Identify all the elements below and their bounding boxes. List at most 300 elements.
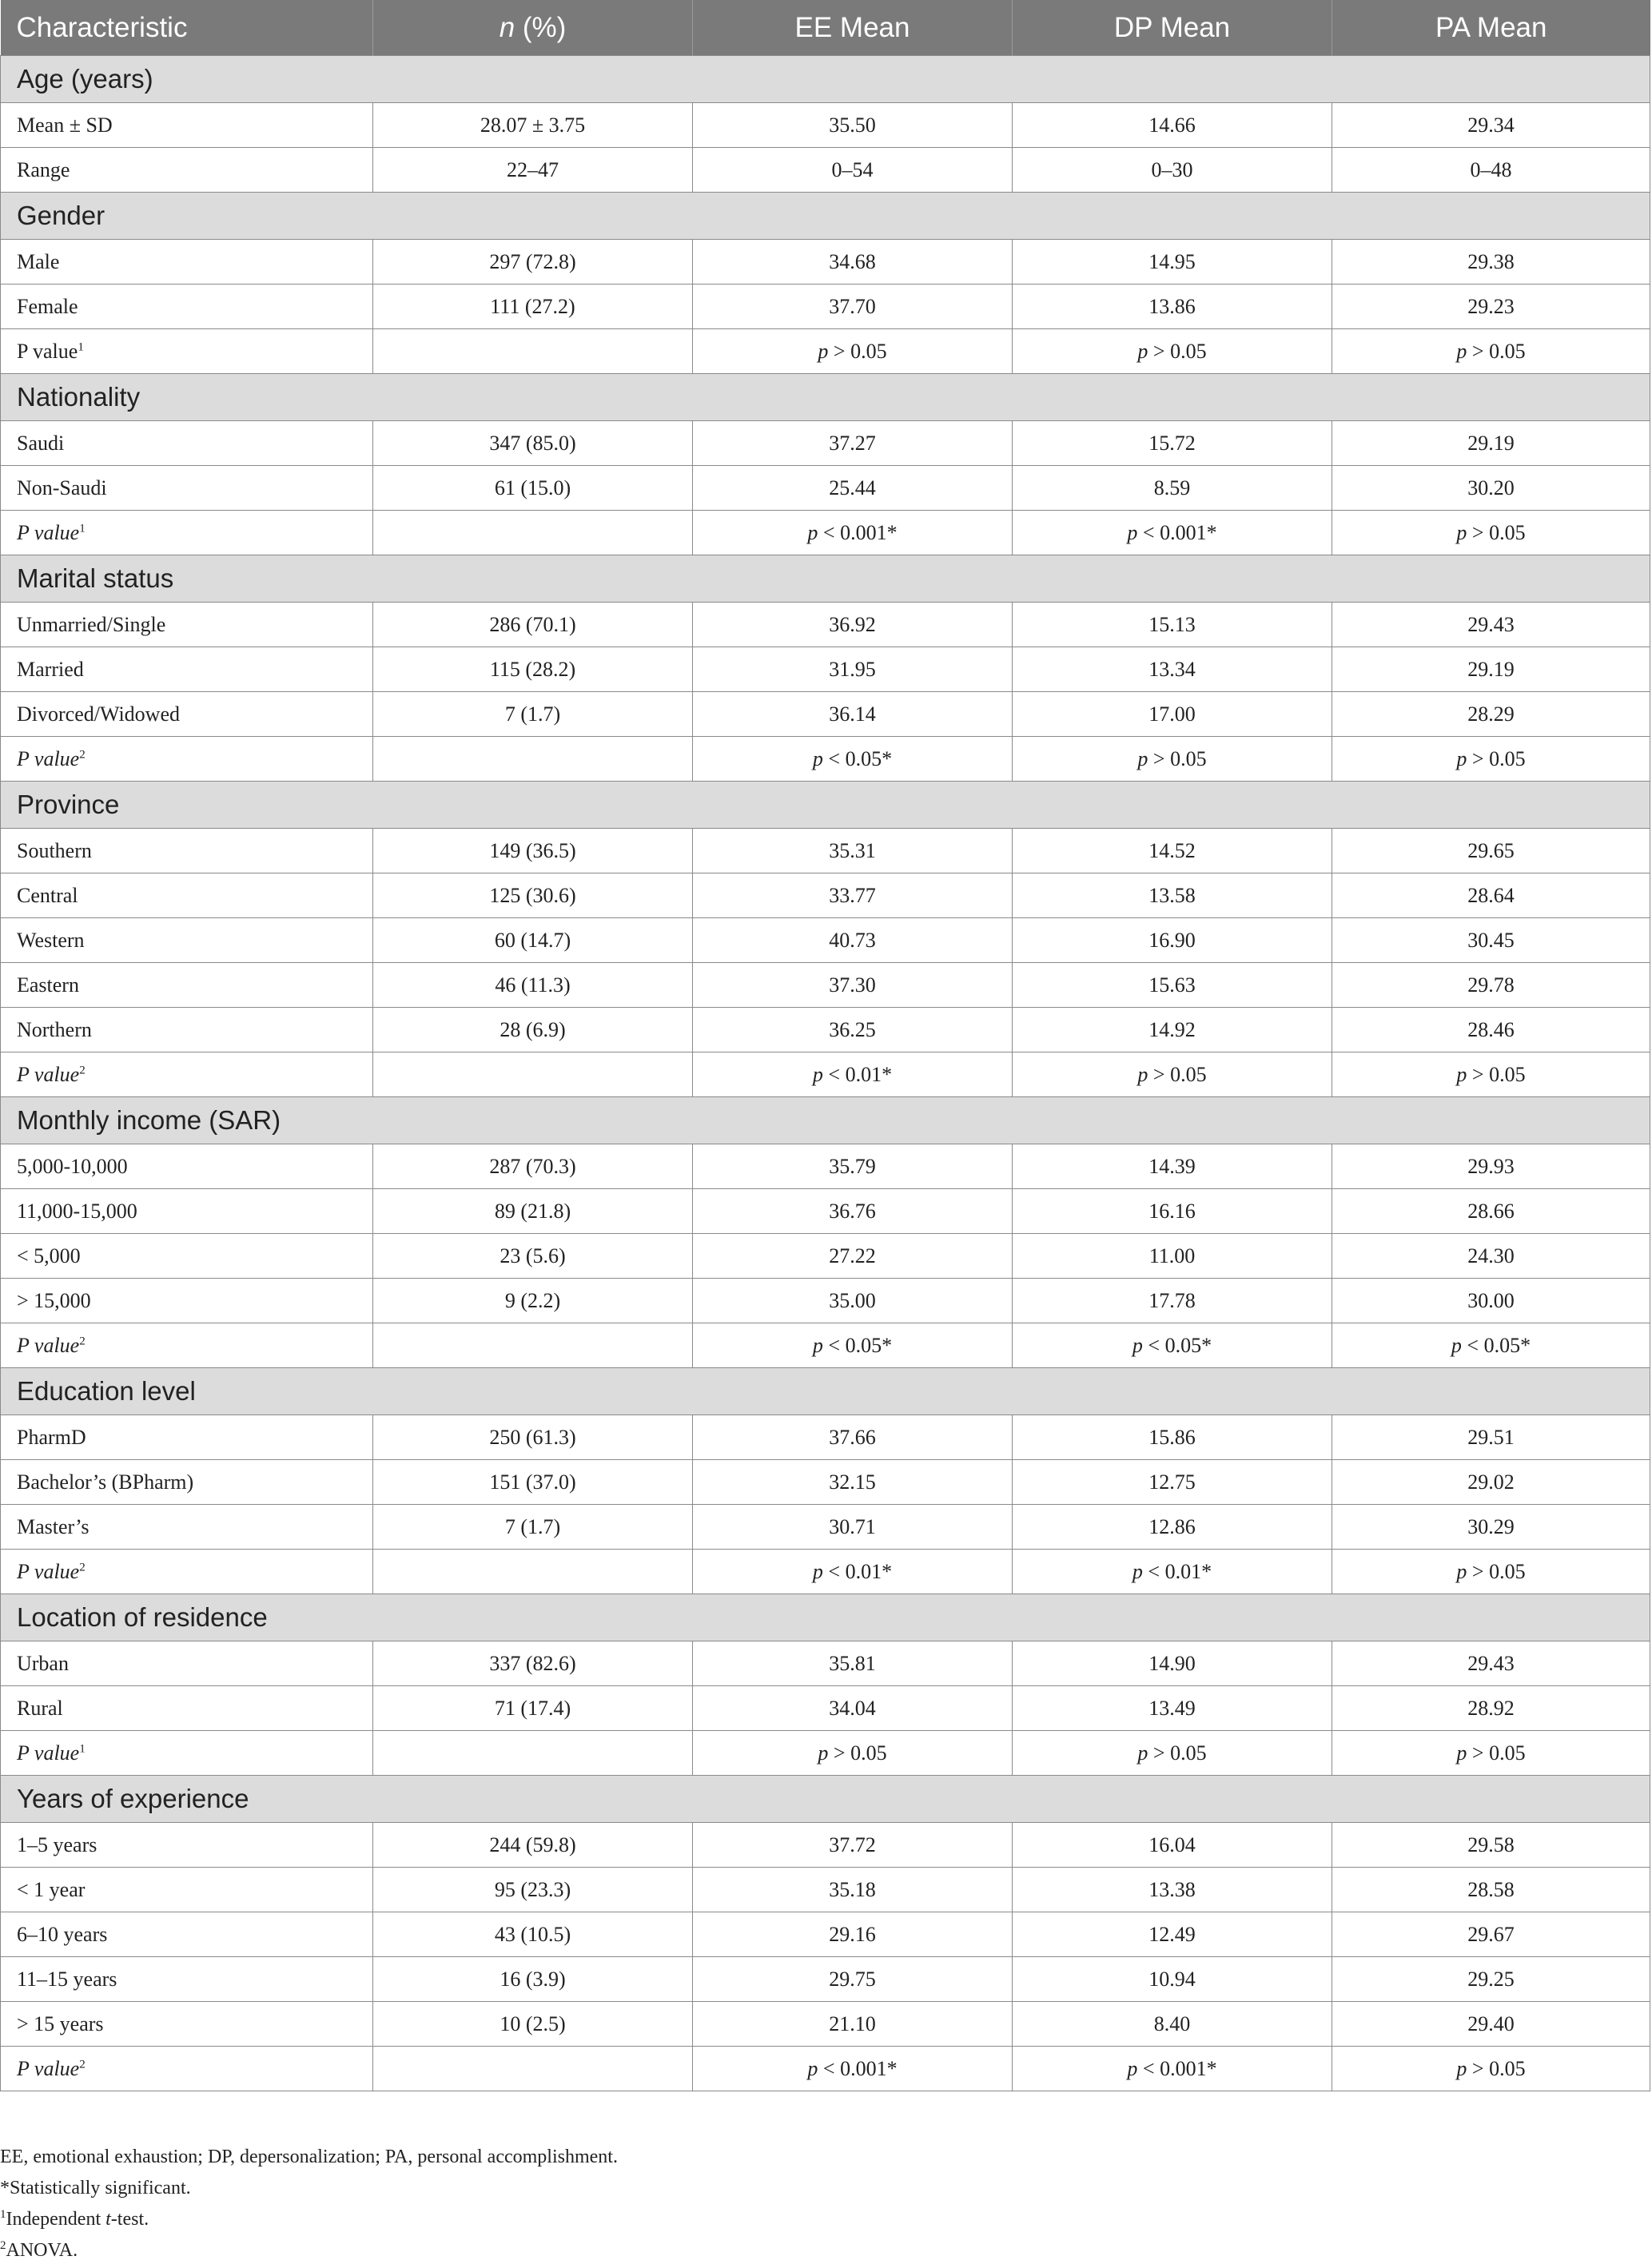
pvalue-pa (1332, 511, 1650, 555)
cell-ee-mean: 25.44 (693, 466, 1013, 511)
cell-dp-mean: 14.39 (1013, 1144, 1332, 1189)
cell-n-percent: 89 (21.8) (373, 1189, 693, 1234)
pvalue-dp (1013, 329, 1332, 374)
row-label: Northern (1, 1008, 373, 1052)
pvalue-row (1, 329, 1650, 374)
table-row (1, 1234, 1650, 1279)
footnotes (0, 2142, 1652, 2266)
cell-n-percent: 60 (14.7) (373, 918, 693, 963)
cell-pa-mean: 30.29 (1332, 1505, 1650, 1550)
row-label: Southern (1, 829, 373, 873)
cell-ee-mean: 35.18 (693, 1868, 1013, 1912)
cell-pa-mean: 29.67 (1332, 1912, 1650, 1957)
header-n-rest: (%) (515, 11, 567, 43)
pvalue-row (1, 1052, 1650, 1097)
table-row (1, 1144, 1650, 1189)
table-row (1, 1686, 1650, 1731)
row-label: < 5,000 (1, 1234, 373, 1279)
pvalue-rest: < 0.01* (822, 1559, 893, 1583)
cell-ee-mean: 35.00 (693, 1279, 1013, 1323)
pvalue-dp (1013, 1323, 1332, 1368)
cell-n-percent: 46 (11.3) (373, 963, 693, 1008)
table-row (1, 421, 1650, 466)
pvalue-ee (693, 1323, 1013, 1368)
cell-dp-mean: 15.63 (1013, 963, 1332, 1008)
pvalue-rest: < 0.05* (1142, 1333, 1212, 1357)
cell-dp-mean: 11.00 (1013, 1234, 1332, 1279)
row-label: 5,000-10,000 (1, 1144, 373, 1189)
pvalue-p-italic: p (1456, 2056, 1467, 2080)
row-label: Unmarried/Single (1, 603, 373, 647)
section-title: Education level (1, 1368, 1650, 1415)
section-title: Province (1, 782, 1650, 829)
pvalue-rest: > 0.05 (1467, 1741, 1526, 1765)
pvalue-rest: < 0.01* (1142, 1559, 1212, 1583)
pvalue-rest: < 0.05* (822, 746, 893, 770)
table-row (1, 829, 1650, 873)
pvalue-p-italic: p (1137, 339, 1148, 363)
cell-pa-mean: 29.19 (1332, 421, 1650, 466)
pvalue-ee (693, 1731, 1013, 1776)
table-row (1, 963, 1650, 1008)
row-label: Master’s (1, 1505, 373, 1550)
cell-dp-mean: 14.95 (1013, 240, 1332, 284)
row-label: 11,000-15,000 (1, 1189, 373, 1234)
cell-pa-mean: 29.93 (1332, 1144, 1650, 1189)
pvalue-dp (1013, 737, 1332, 782)
cell-ee-mean: 35.81 (693, 1641, 1013, 1686)
table-body (1, 56, 1650, 2091)
pvalue-footnote-marker: 1 (78, 340, 84, 353)
cell-ee-mean: 37.72 (693, 1823, 1013, 1868)
section-title: Monthly income (SAR) (1, 1097, 1650, 1144)
cell-n-percent: 95 (23.3) (373, 1868, 693, 1912)
section-row (1, 374, 1650, 421)
section-row (1, 782, 1650, 829)
cell-ee-mean: 36.92 (693, 603, 1013, 647)
cell-dp-mean: 12.75 (1013, 1460, 1332, 1505)
cell-pa-mean: 29.58 (1332, 1823, 1650, 1868)
pvalue-p-italic: p (812, 1062, 823, 1086)
pvalue-rest: > 0.05 (1467, 746, 1526, 770)
pvalue-p-italic: p (1451, 1333, 1462, 1357)
cell-dp-mean: 15.86 (1013, 1415, 1332, 1460)
cell-n-percent: 28 (6.9) (373, 1008, 693, 1052)
cell-pa-mean: 30.20 (1332, 466, 1650, 511)
section-title: Nationality (1, 374, 1650, 421)
pvalue-p-italic: p (812, 746, 823, 770)
pvalue-dp (1013, 1731, 1332, 1776)
cell-n-percent: 7 (1.7) (373, 692, 693, 737)
pvalue-label-text: P value (17, 1741, 80, 1765)
header-n-percent (373, 0, 693, 56)
pvalue-p-italic: p (1132, 1559, 1143, 1583)
section-row (1, 193, 1650, 240)
cell-pa-mean: 28.66 (1332, 1189, 1650, 1234)
cell-dp-mean: 12.86 (1013, 1505, 1332, 1550)
cell-ee-mean: 29.75 (693, 1957, 1013, 2002)
pvalue-rest: > 0.05 (828, 339, 887, 363)
table-row (1, 873, 1650, 918)
header-characteristic: Characteristic (1, 0, 373, 56)
cell-pa-mean: 29.02 (1332, 1460, 1650, 1505)
header-pa-mean: PA Mean (1332, 0, 1650, 56)
cell-dp-mean: 13.49 (1013, 1686, 1332, 1731)
table-row (1, 918, 1650, 963)
table-row (1, 647, 1650, 692)
cell-pa-mean: 29.40 (1332, 2002, 1650, 2047)
pvalue-p-italic: p (1456, 1559, 1467, 1583)
table-row (1, 1823, 1650, 1868)
section-row (1, 1097, 1650, 1144)
pvalue-rest: > 0.05 (1148, 1741, 1207, 1765)
row-label: Mean ± SD (1, 103, 373, 148)
pvalue-rest: < 0.001* (818, 2056, 898, 2080)
footnote-1-pre: Independent (6, 2209, 106, 2230)
cell-pa-mean: 24.30 (1332, 1234, 1650, 1279)
cell-dp-mean: 8.59 (1013, 466, 1332, 511)
table-row (1, 1505, 1650, 1550)
pvalue-label (1, 1323, 373, 1368)
pvalue-label (1, 1731, 373, 1776)
section-row (1, 1776, 1650, 1823)
pvalue-row (1, 2047, 1650, 2091)
cell-pa-mean: 30.00 (1332, 1279, 1650, 1323)
cell-dp-mean: 17.00 (1013, 692, 1332, 737)
cell-ee-mean: 31.95 (693, 647, 1013, 692)
cell-n-percent: 250 (61.3) (373, 1415, 693, 1460)
pvalue-ee (693, 1052, 1013, 1097)
pvalue-label-text: P value (17, 2056, 80, 2080)
cell-ee-mean: 37.27 (693, 421, 1013, 466)
table-row (1, 692, 1650, 737)
cell-pa-mean: 28.46 (1332, 1008, 1650, 1052)
pvalue-label (1, 737, 373, 782)
table-row (1, 1912, 1650, 1957)
pvalue-ee (693, 511, 1013, 555)
row-label: Male (1, 240, 373, 284)
pvalue-p-italic: p (807, 2056, 818, 2080)
section-title: Location of residence (1, 1594, 1650, 1641)
table-row (1, 103, 1650, 148)
pvalue-pa (1332, 1052, 1650, 1097)
cell-dp-mean: 14.66 (1013, 103, 1332, 148)
cell-dp-mean: 12.49 (1013, 1912, 1332, 1957)
cell-n-percent: 43 (10.5) (373, 1912, 693, 1957)
pvalue-rest: > 0.05 (1467, 520, 1526, 544)
footnote-1-italic: t (105, 2209, 111, 2230)
table-row (1, 1641, 1650, 1686)
row-label: Bachelor’s (BPharm) (1, 1460, 373, 1505)
pvalue-rest: > 0.05 (1467, 339, 1526, 363)
cell-n-percent: 61 (15.0) (373, 466, 693, 511)
pvalue-p-italic: p (1137, 1062, 1148, 1086)
table-row (1, 1279, 1650, 1323)
cell-n-percent: 297 (72.8) (373, 240, 693, 284)
cell-n-percent: 125 (30.6) (373, 873, 693, 918)
cell-dp-mean: 16.04 (1013, 1823, 1332, 1868)
pvalue-label (1, 1052, 373, 1097)
pvalue-dp (1013, 2047, 1332, 2091)
pvalue-rest: < 0.05* (1461, 1333, 1531, 1357)
cell-ee-mean: 35.79 (693, 1144, 1013, 1189)
cell-n-percent-empty (373, 1550, 693, 1594)
cell-ee-mean: 21.10 (693, 2002, 1013, 2047)
footnote-significance: *Statistically significant. (0, 2178, 191, 2198)
cell-ee-mean: 34.04 (693, 1686, 1013, 1731)
pvalue-label-text: P value (17, 746, 80, 770)
pvalue-row (1, 737, 1650, 782)
cell-n-percent-empty (373, 1323, 693, 1368)
cell-ee-mean: 29.16 (693, 1912, 1013, 1957)
table-row (1, 1957, 1650, 2002)
pvalue-label-text: P value (17, 520, 80, 544)
footnote-anova (0, 2235, 1652, 2266)
pvalue-p-italic: p (1456, 339, 1467, 363)
cell-dp-mean: 13.38 (1013, 1868, 1332, 1912)
pvalue-footnote-marker: 1 (79, 1741, 86, 1755)
cell-pa-mean: 30.45 (1332, 918, 1650, 963)
cell-pa-mean: 28.92 (1332, 1686, 1650, 1731)
pvalue-footnote-marker: 2 (79, 1334, 86, 1347)
table-row (1, 1415, 1650, 1460)
cell-pa-mean: 28.64 (1332, 873, 1650, 918)
cell-ee-mean: 35.50 (693, 103, 1013, 148)
cell-ee-mean: 35.31 (693, 829, 1013, 873)
pvalue-label (1, 329, 373, 374)
footnote-2-text: ANOVA. (6, 2240, 78, 2261)
table-row (1, 603, 1650, 647)
row-label: Urban (1, 1641, 373, 1686)
header-row (1, 0, 1650, 56)
cell-n-percent: 22–47 (373, 148, 693, 193)
pvalue-p-italic: p (1456, 746, 1467, 770)
pvalue-footnote-marker: 2 (79, 747, 86, 761)
cell-pa-mean: 29.34 (1332, 103, 1650, 148)
pvalue-p-italic: p (1137, 1741, 1148, 1765)
pvalue-p-italic: p (1132, 1333, 1143, 1357)
pvalue-row (1, 1731, 1650, 1776)
pvalue-dp (1013, 1052, 1332, 1097)
footnote-2-marker: 2 (0, 2239, 6, 2252)
cell-dp-mean: 14.52 (1013, 829, 1332, 873)
cell-n-percent: 151 (37.0) (373, 1460, 693, 1505)
cell-n-percent: 71 (17.4) (373, 1686, 693, 1731)
cell-pa-mean: 29.51 (1332, 1415, 1650, 1460)
pvalue-ee (693, 329, 1013, 374)
cell-pa-mean: 29.65 (1332, 829, 1650, 873)
cell-pa-mean: 28.58 (1332, 1868, 1650, 1912)
cell-n-percent: 244 (59.8) (373, 1823, 693, 1868)
pvalue-footnote-marker: 2 (79, 1560, 86, 1574)
row-label: Eastern (1, 963, 373, 1008)
pvalue-p-italic: p (1456, 1062, 1467, 1086)
pvalue-ee (693, 1550, 1013, 1594)
cell-n-percent: 16 (3.9) (373, 1957, 693, 2002)
section-row (1, 1594, 1650, 1641)
cell-dp-mean: 14.90 (1013, 1641, 1332, 1686)
cell-n-percent-empty (373, 329, 693, 374)
cell-n-percent: 28.07 ± 3.75 (373, 103, 693, 148)
table-row (1, 2002, 1650, 2047)
pvalue-row (1, 511, 1650, 555)
table-row (1, 148, 1650, 193)
row-label: > 15 years (1, 2002, 373, 2047)
header-dp-mean: DP Mean (1013, 0, 1332, 56)
pvalue-p-italic: p (1137, 746, 1148, 770)
row-label: Married (1, 647, 373, 692)
cell-n-percent-empty (373, 2047, 693, 2091)
table-row (1, 1008, 1650, 1052)
pvalue-p-italic: p (1456, 520, 1467, 544)
cell-ee-mean: 0–54 (693, 148, 1013, 193)
cell-n-percent: 9 (2.2) (373, 1279, 693, 1323)
cell-pa-mean: 29.19 (1332, 647, 1650, 692)
pvalue-pa (1332, 2047, 1650, 2091)
pvalue-rest: > 0.05 (1467, 2056, 1526, 2080)
cell-ee-mean: 36.14 (693, 692, 1013, 737)
footnote-1-marker: 1 (0, 2208, 6, 2221)
pvalue-footnote-marker: 2 (79, 1063, 86, 1076)
cell-n-percent-empty (373, 511, 693, 555)
row-label: Range (1, 148, 373, 193)
pvalue-pa (1332, 1550, 1650, 1594)
cell-dp-mean: 17.78 (1013, 1279, 1332, 1323)
pvalue-p-italic: p (812, 1559, 823, 1583)
cell-n-percent: 10 (2.5) (373, 2002, 693, 2047)
header-ee-mean: EE Mean (693, 0, 1013, 56)
cell-pa-mean: 29.25 (1332, 1957, 1650, 2002)
cell-ee-mean: 33.77 (693, 873, 1013, 918)
cell-n-percent: 286 (70.1) (373, 603, 693, 647)
table-row (1, 1868, 1650, 1912)
pvalue-p-italic: p (818, 1741, 829, 1765)
cell-ee-mean: 37.30 (693, 963, 1013, 1008)
pvalue-rest: > 0.05 (1148, 339, 1207, 363)
cell-pa-mean: 0–48 (1332, 148, 1650, 193)
cell-n-percent: 149 (36.5) (373, 829, 693, 873)
cell-dp-mean: 13.86 (1013, 284, 1332, 329)
table-row (1, 1460, 1650, 1505)
cell-pa-mean: 29.78 (1332, 963, 1650, 1008)
cell-pa-mean: 29.38 (1332, 240, 1650, 284)
cell-n-percent: 7 (1.7) (373, 1505, 693, 1550)
row-label: < 1 year (1, 1868, 373, 1912)
cell-ee-mean: 40.73 (693, 918, 1013, 963)
table-row (1, 1189, 1650, 1234)
row-label: Non-Saudi (1, 466, 373, 511)
pvalue-row (1, 1323, 1650, 1368)
pvalue-ee (693, 2047, 1013, 2091)
row-label: Divorced/Widowed (1, 692, 373, 737)
pvalue-label (1, 2047, 373, 2091)
cell-ee-mean: 34.68 (693, 240, 1013, 284)
row-label: Rural (1, 1686, 373, 1731)
pvalue-row (1, 1550, 1650, 1594)
cell-ee-mean: 37.66 (693, 1415, 1013, 1460)
cell-dp-mean: 14.92 (1013, 1008, 1332, 1052)
cell-dp-mean: 15.72 (1013, 421, 1332, 466)
pvalue-p-italic: p (1127, 2056, 1138, 2080)
table-header (1, 0, 1650, 56)
pvalue-footnote-marker: 2 (79, 2057, 86, 2071)
cell-n-percent: 111 (27.2) (373, 284, 693, 329)
section-row (1, 1368, 1650, 1415)
pvalue-rest: < 0.001* (1137, 2056, 1217, 2080)
pvalue-rest: > 0.05 (1467, 1062, 1526, 1086)
cell-dp-mean: 13.34 (1013, 647, 1332, 692)
pvalue-p-italic: p (818, 339, 829, 363)
table-row (1, 466, 1650, 511)
row-label: 1–5 years (1, 1823, 373, 1868)
cell-ee-mean: 32.15 (693, 1460, 1013, 1505)
pvalue-p-italic: p (812, 1333, 823, 1357)
pvalue-rest: < 0.01* (822, 1062, 893, 1086)
row-label: Western (1, 918, 373, 963)
pvalue-pa (1332, 1731, 1650, 1776)
footnote-abbreviations: EE, emotional exhaustion; DP, depersonalization; PA, personal accomplishment. (0, 2147, 618, 2167)
cell-pa-mean: 28.29 (1332, 692, 1650, 737)
row-label: 6–10 years (1, 1912, 373, 1957)
footnote-1-post: -test. (110, 2209, 149, 2230)
pvalue-rest: < 0.001* (818, 520, 898, 544)
pvalue-footnote-marker: 1 (79, 521, 86, 535)
cell-pa-mean: 29.43 (1332, 1641, 1650, 1686)
cell-pa-mean: 29.23 (1332, 284, 1650, 329)
cell-ee-mean: 30.71 (693, 1505, 1013, 1550)
cell-n-percent: 23 (5.6) (373, 1234, 693, 1279)
pvalue-rest: > 0.05 (828, 1741, 887, 1765)
cell-pa-mean: 29.43 (1332, 603, 1650, 647)
cell-ee-mean: 37.70 (693, 284, 1013, 329)
cell-dp-mean: 15.13 (1013, 603, 1332, 647)
row-label: PharmD (1, 1415, 373, 1460)
pvalue-rest: > 0.05 (1148, 746, 1207, 770)
pvalue-rest: > 0.05 (1467, 1559, 1526, 1583)
cell-dp-mean: 16.16 (1013, 1189, 1332, 1234)
pvalue-pa (1332, 329, 1650, 374)
pvalue-p-italic: p (1127, 520, 1138, 544)
pvalue-dp (1013, 511, 1332, 555)
pvalue-label-text: P value (17, 1062, 80, 1086)
cell-ee-mean: 36.25 (693, 1008, 1013, 1052)
row-label: 11–15 years (1, 1957, 373, 2002)
cell-dp-mean: 10.94 (1013, 1957, 1332, 2002)
pvalue-rest: < 0.05* (822, 1333, 893, 1357)
pvalue-label-text: P value (17, 1333, 80, 1357)
pvalue-label (1, 511, 373, 555)
cell-dp-mean: 0–30 (1013, 148, 1332, 193)
cell-dp-mean: 13.58 (1013, 873, 1332, 918)
section-row (1, 56, 1650, 103)
pvalue-ee (693, 737, 1013, 782)
pvalue-pa (1332, 737, 1650, 782)
pvalue-rest: > 0.05 (1148, 1062, 1207, 1086)
cell-n-percent: 115 (28.2) (373, 647, 693, 692)
cell-n-percent-empty (373, 1052, 693, 1097)
section-title: Gender (1, 193, 1650, 240)
row-label: Central (1, 873, 373, 918)
pvalue-label-text: P value (17, 339, 78, 363)
cell-ee-mean: 36.76 (693, 1189, 1013, 1234)
cell-dp-mean: 16.90 (1013, 918, 1332, 963)
section-title: Marital status (1, 555, 1650, 603)
section-title: Years of experience (1, 1776, 1650, 1823)
pvalue-rest: < 0.001* (1137, 520, 1217, 544)
pvalue-label (1, 1550, 373, 1594)
header-n-italic: n (499, 11, 516, 43)
pvalue-dp (1013, 1550, 1332, 1594)
